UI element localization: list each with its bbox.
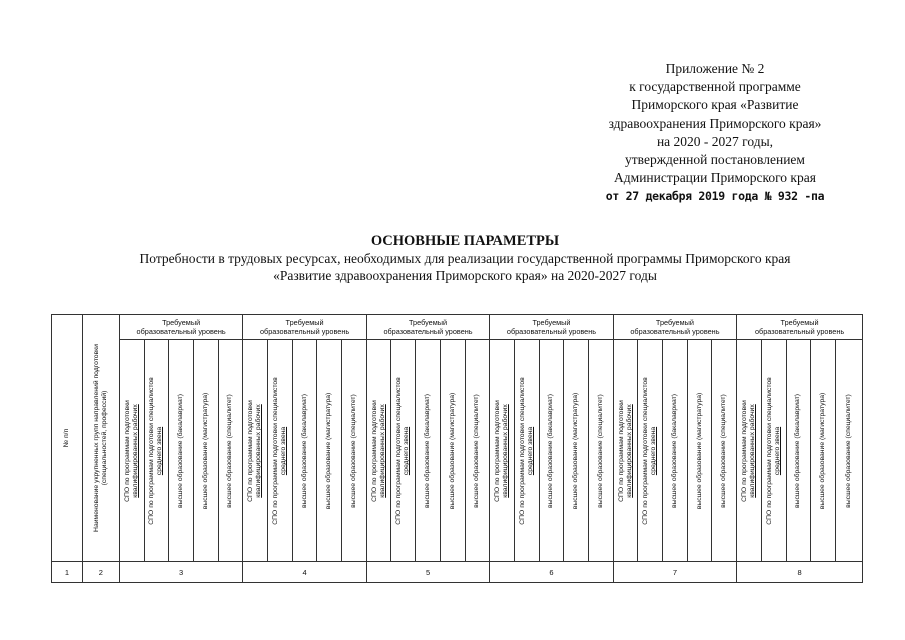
subheader-higher-specialist-text: высшее образование (специалитет) (596, 393, 604, 508)
subheader-spo-qualified-workers-text: СПО по программам подготовки (494, 399, 502, 502)
subheader-higher-master-text: высшее образование (магистратура) (325, 392, 333, 509)
group-header-required-level (613, 315, 736, 340)
group-header-line1: Требуемый (655, 318, 694, 327)
subheader-spo-mid-level-specialists-text: СПО по программам подготовки специалистов (765, 376, 773, 525)
subheader-spo-qualified-workers-text: квалифицированных рабочих (131, 403, 139, 498)
subheader-higher-bachelor-text: высшее образование (бакалавриат) (547, 393, 555, 508)
group-header-required-level (119, 315, 242, 340)
document-subtitle-line2: «Развитие здравоохранения Приморского края» на 2020-2027 годы (273, 268, 657, 283)
group-header-line1: Требуемый (532, 318, 571, 327)
subheader-higher-master-text: высшее образование (магистратура) (572, 392, 580, 509)
subheader-higher-bachelor-text: высшее образование (бакалавриат) (424, 393, 432, 508)
subheader-spo-mid-level-specialists-text: СПО по программам подготовки специалистов (148, 376, 156, 525)
subheader-higher-master-text: высшее образование (магистратура) (448, 392, 456, 509)
column-header-name (82, 315, 119, 562)
subheader-higher-master (440, 340, 465, 562)
annex-line: здравоохранения Приморского края» (608, 115, 822, 131)
subheader-spo-qualified-workers (737, 340, 762, 562)
subheader-higher-bachelor-text: высшее образование (бакалавриат) (794, 393, 802, 508)
subheader-higher-master (193, 340, 218, 562)
subheader-spo-mid-level-specialists-text: СПО по программам подготовки специалистов (518, 376, 526, 525)
subheader-higher-master (811, 340, 836, 562)
subheader-spo-qualified-workers-text: СПО по программам подготовки (741, 399, 748, 502)
subheader-spo-mid-level-specialists-text: среднего звена (650, 426, 658, 475)
document-heading (40, 232, 890, 284)
group-header-line1: Требуемый (285, 318, 324, 327)
subheader-spo-mid-level-specialists (391, 340, 416, 562)
subheader-spo-mid-level-specialists (144, 340, 169, 562)
column-number-cell: 7 (613, 562, 736, 583)
annex-line: утвержденной постановлением (625, 152, 805, 168)
column-number-cell: 4 (243, 562, 366, 583)
document-subtitle-line1: Потребности в трудовых ресурсах, необходимых для реализации государственной программы Приморского края (139, 251, 791, 266)
column-number-cell: 6 (490, 562, 613, 583)
group-header-line2: образовательный уровень (383, 327, 473, 336)
subheader-higher-bachelor (539, 340, 564, 562)
group-header-line2: образовательный уровень (630, 327, 720, 336)
subheader-spo-qualified-workers-text: СПО по программам подготовки (247, 399, 255, 502)
decree-line: от 27 декабря 2019 года № 932 -па (605, 189, 825, 204)
annex-line: Приложение № 2 (665, 61, 765, 76)
subheader-spo-mid-level-specialists-text: среднего звена (403, 426, 411, 475)
subheader-higher-bachelor (169, 340, 194, 562)
subheader-spo-qualified-workers-text: квалифицированных рабочих (255, 403, 263, 498)
subheader-spo-qualified-workers (490, 340, 515, 562)
subheader-spo-qualified-workers (366, 340, 391, 562)
annex-line: на 2020 - 2027 годы, (656, 133, 774, 149)
subheader-higher-specialist (342, 340, 367, 562)
subheader-spo-qualified-workers-text: квалифицированных рабочих (378, 403, 386, 498)
subheader-higher-master (564, 340, 589, 562)
column-number-cell: 5 (366, 562, 489, 583)
subheader-spo-mid-level-specialists (638, 340, 663, 562)
parameters-table (51, 314, 863, 583)
group-header-line1: Требуемый (162, 318, 201, 327)
subheader-spo-qualified-workers (119, 340, 144, 562)
subheader-higher-master-text: высшее образование (магистратура) (695, 392, 703, 509)
group-header-line2: образовательный уровень (506, 327, 597, 336)
subheader-higher-specialist-text: высшее образование (специалитет) (720, 393, 728, 508)
annex-line: Приморского края «Развитие (631, 97, 799, 113)
column-number-cell: 2 (82, 562, 119, 583)
group-header-required-level (737, 315, 863, 340)
group-header-line1: Требуемый (408, 318, 448, 327)
subheader-higher-specialist-text: высшее образование (специалитет) (473, 393, 481, 508)
subheader-spo-qualified-workers-text: СПО по программам подготовки (370, 399, 378, 502)
subheader-spo-mid-level-specialists-text: среднего звена (156, 426, 164, 475)
subheader-higher-specialist-text: высшее образование (специалитет) (349, 393, 357, 508)
subheader-higher-specialist-text: высшее образование (специалитет) (226, 393, 234, 508)
subheader-higher-bachelor (416, 340, 441, 562)
subheader-higher-master (687, 340, 712, 562)
subheader-higher-bachelor (663, 340, 688, 562)
subheader-higher-master-text: высшее образование (магистратура) (819, 392, 827, 509)
subheader-spo-qualified-workers-text: квалифицированных рабочих (749, 403, 756, 498)
column-number-cell: 1 (52, 562, 83, 583)
group-header-required-level (366, 315, 489, 340)
annex-block (560, 60, 870, 206)
subheader-higher-specialist (218, 340, 243, 562)
document-title: ОСНОВНЫЕ ПАРАМЕТРЫ (370, 233, 560, 249)
annex-line: к государственной программе (629, 79, 801, 95)
column-header-number-text: № п/п (62, 428, 70, 448)
column-number-cell: 8 (737, 562, 863, 583)
subheader-spo-mid-level-specialists (268, 340, 293, 562)
subheader-spo-mid-level-specialists (761, 340, 786, 562)
subheader-spo-mid-level-specialists-text: СПО по программам подготовки специалистов (642, 376, 650, 525)
annex-line: Администрации Приморского края (614, 170, 816, 186)
group-header-line2: образовательный уровень (754, 327, 845, 336)
subheader-spo-mid-level-specialists-text: среднего звена (526, 426, 534, 475)
column-number-cell: 3 (119, 562, 242, 583)
subheader-spo-qualified-workers-text: СПО по программам подготовки (123, 399, 131, 502)
subheader-spo-qualified-workers-text: СПО по программам подготовки (617, 399, 625, 502)
subheader-spo-qualified-workers-text: квалифицированных рабочих (502, 403, 510, 498)
subheader-higher-specialist-text: высшее образование (специалитет) (844, 393, 852, 508)
subheader-spo-qualified-workers-text: квалифицированных рабочих (625, 403, 633, 498)
group-header-line2: образовательный уровень (136, 327, 226, 336)
subheader-spo-mid-level-specialists-text: среднего звена (279, 426, 287, 475)
group-header-required-level (243, 315, 366, 340)
subheader-higher-specialist (589, 340, 614, 562)
column-header-name-text: Наименование укрупненных групп направлений подготовки (специальностей, профессий) (92, 344, 108, 532)
column-header-number (52, 315, 83, 562)
group-header-required-level (490, 315, 613, 340)
subheader-spo-mid-level-specialists-text: среднего звена (773, 426, 781, 475)
subheader-higher-specialist (712, 340, 737, 562)
group-header-line1: Требуемый (780, 318, 819, 327)
subheader-higher-bachelor-text: высшее образование (бакалавриат) (177, 393, 185, 508)
group-header-line2: образовательный уровень (259, 327, 350, 336)
subheader-higher-bachelor-text: высшее образование (бакалавриат) (300, 393, 308, 508)
subheader-higher-bachelor (292, 340, 317, 562)
subheader-higher-specialist (835, 340, 862, 562)
subheader-higher-bachelor-text: высшее образование (бакалавриат) (670, 393, 678, 508)
subheader-higher-specialist (465, 340, 490, 562)
subheader-spo-qualified-workers (613, 340, 638, 562)
subheader-spo-mid-level-specialists (514, 340, 539, 562)
subheader-higher-master-text: высшее образование (магистратура) (201, 392, 209, 509)
subheader-higher-master (317, 340, 342, 562)
subheader-spo-mid-level-specialists-text: СПО по программам подготовки специалистов (395, 376, 403, 525)
subheader-spo-mid-level-specialists-text: СПО по программам подготовки специалистов (271, 376, 279, 525)
subheader-spo-qualified-workers (243, 340, 268, 562)
subheader-higher-bachelor (786, 340, 811, 562)
